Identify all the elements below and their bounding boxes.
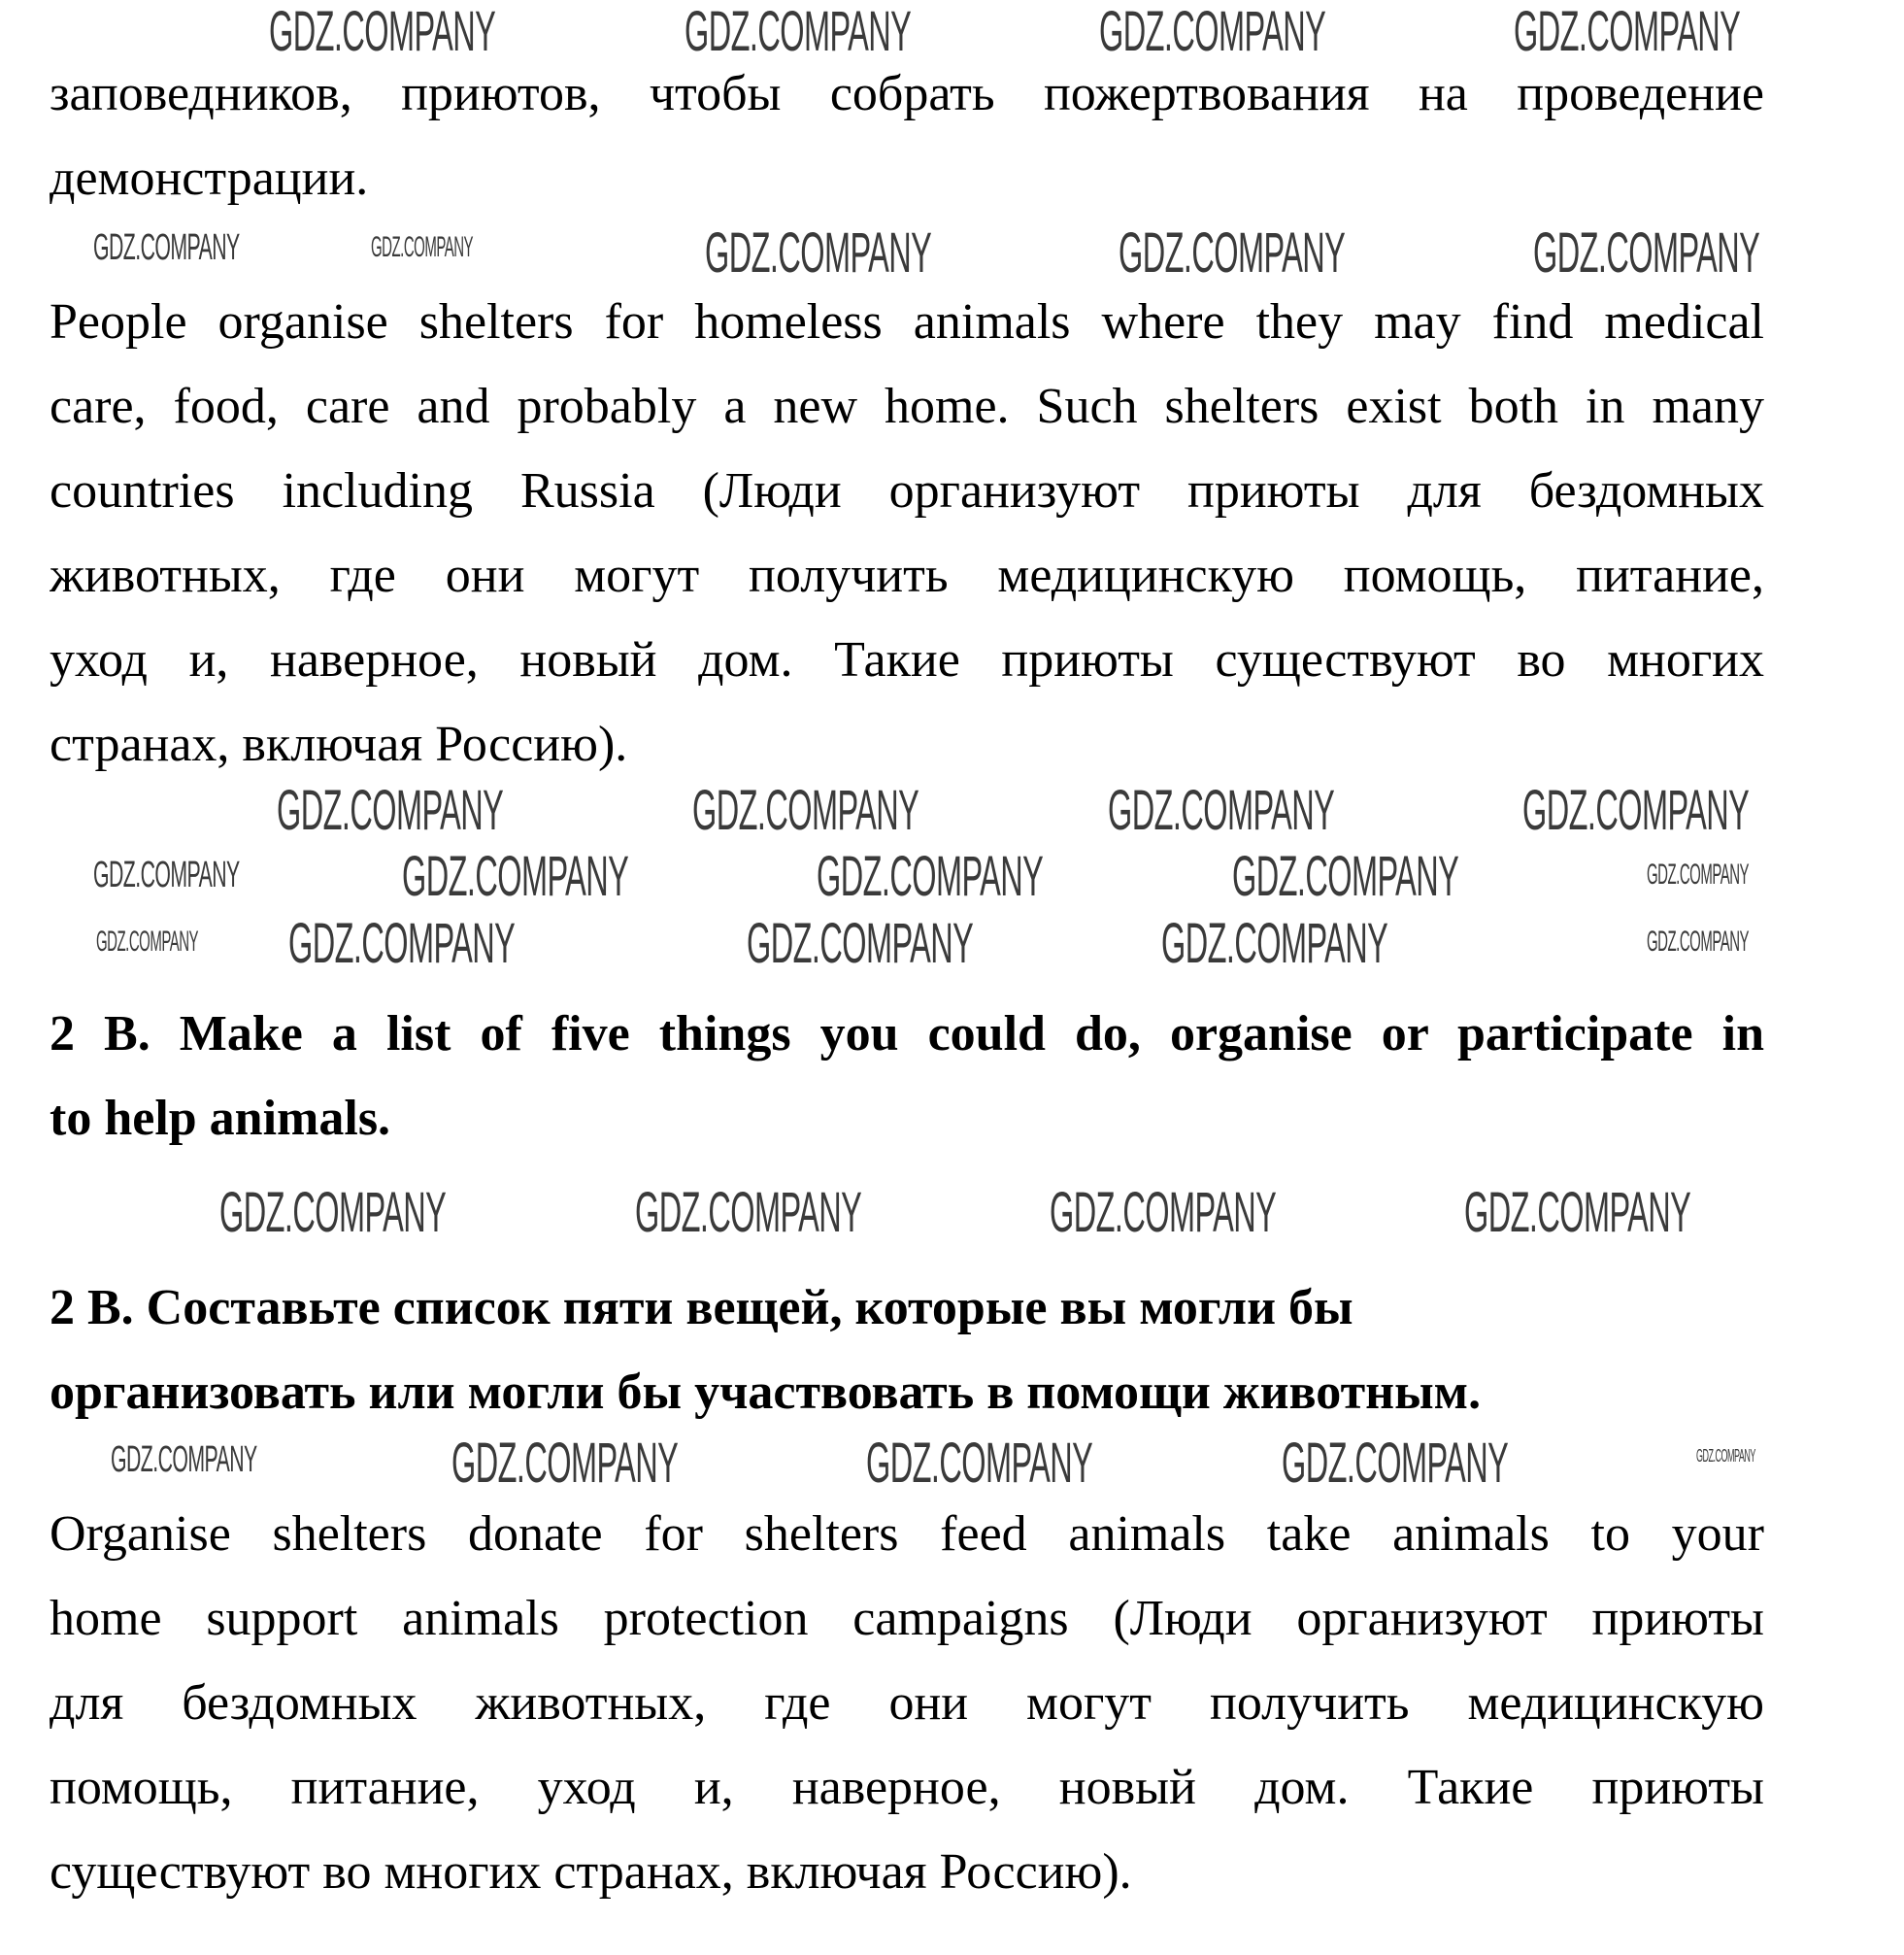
watermark: GDZ.COMPANY [1119,221,1346,285]
text-line: countries including Russia (Люди организуют приюты для бездомных [50,463,1764,519]
watermark: GDZ.COMPANY [747,912,974,975]
text-line: People organise shelters for homeless animals where they may find medical [50,294,1764,350]
watermark: GDZ.COMPANY [1464,1181,1691,1244]
text-line: care, food, care and probably a new home. Such shelters exist both in many [50,379,1764,434]
watermark: GDZ.COMPANY [219,1181,447,1244]
watermark: GDZ.COMPANY [269,0,496,63]
text-line: Organise shelters donate for shelters feed animals take animals to your [50,1506,1764,1562]
paragraph-continuation [50,51,1764,220]
heading-line: организовать или могли бы участвовать в помощи животным. [50,1365,1482,1420]
watermark: GDZ.COMPANY [111,1439,257,1480]
text-line: home support animals protection campaigns (Люди организуют приюты [50,1591,1764,1646]
paragraph-shelters [50,280,1764,787]
watermark: GDZ.COMPANY [1647,859,1750,891]
watermark: GDZ.COMPANY [288,912,516,975]
watermark: GDZ.COMPANY [451,1432,679,1495]
watermark: GDZ.COMPANY [1514,0,1741,63]
watermark: GDZ.COMPANY [1522,779,1750,842]
watermark: GDZ.COMPANY [1232,845,1459,908]
watermark: GDZ.COMPANY [402,845,629,908]
watermark: GDZ.COMPANY [1696,1446,1755,1466]
task-heading-en [50,992,1764,1161]
watermark: GDZ.COMPANY [96,926,199,958]
text-line: странах, включая Россию). [50,717,628,772]
watermark: GDZ.COMPANY [1108,779,1335,842]
watermark: GDZ.COMPANY [93,227,240,268]
task-heading-ru [50,1265,1764,1434]
watermark: GDZ.COMPANY [692,779,919,842]
heading-line: to help animals. [50,1091,391,1146]
watermark: GDZ.COMPANY [1533,221,1760,285]
text-line: животных, где они могут получить медицинскую помощь, питание, [50,548,1764,603]
text-line: уход и, наверное, новый дом. Такие приюты существуют во многих [50,632,1764,688]
watermark: GDZ.COMPANY [1647,926,1750,958]
watermark: GDZ.COMPANY [685,0,912,63]
heading-line: 2 В. Составьте список пяти вещей, которые вы могли бы [50,1280,1353,1335]
watermark: GDZ.COMPANY [371,231,474,263]
watermark: GDZ.COMPANY [1161,912,1388,975]
heading-line: 2 B. Make a list of five things you could do, organise or participate in [50,1006,1764,1062]
answer-paragraph [50,1492,1764,1914]
watermark: GDZ.COMPANY [1050,1181,1277,1244]
watermark: GDZ.COMPANY [277,779,504,842]
text-line: для бездомных животных, где они могут получить медицинскую [50,1675,1764,1731]
watermark: GDZ.COMPANY [817,845,1044,908]
text-line: помощь, питание, уход и, наверное, новый дом. Такие приюты [50,1760,1764,1815]
text-line: демонстрации. [50,151,369,206]
watermark: GDZ.COMPANY [705,221,932,285]
watermark: GDZ.COMPANY [1282,1432,1509,1495]
watermark: GDZ.COMPANY [93,855,240,895]
watermark: GDZ.COMPANY [866,1432,1093,1495]
watermark: GDZ.COMPANY [635,1181,862,1244]
text-line: заповедников, приютов, чтобы собрать пожертвования на проведение [50,66,1764,121]
watermark: GDZ.COMPANY [1099,0,1326,63]
text-line: существуют во многих странах, включая Россию). [50,1844,1132,1900]
